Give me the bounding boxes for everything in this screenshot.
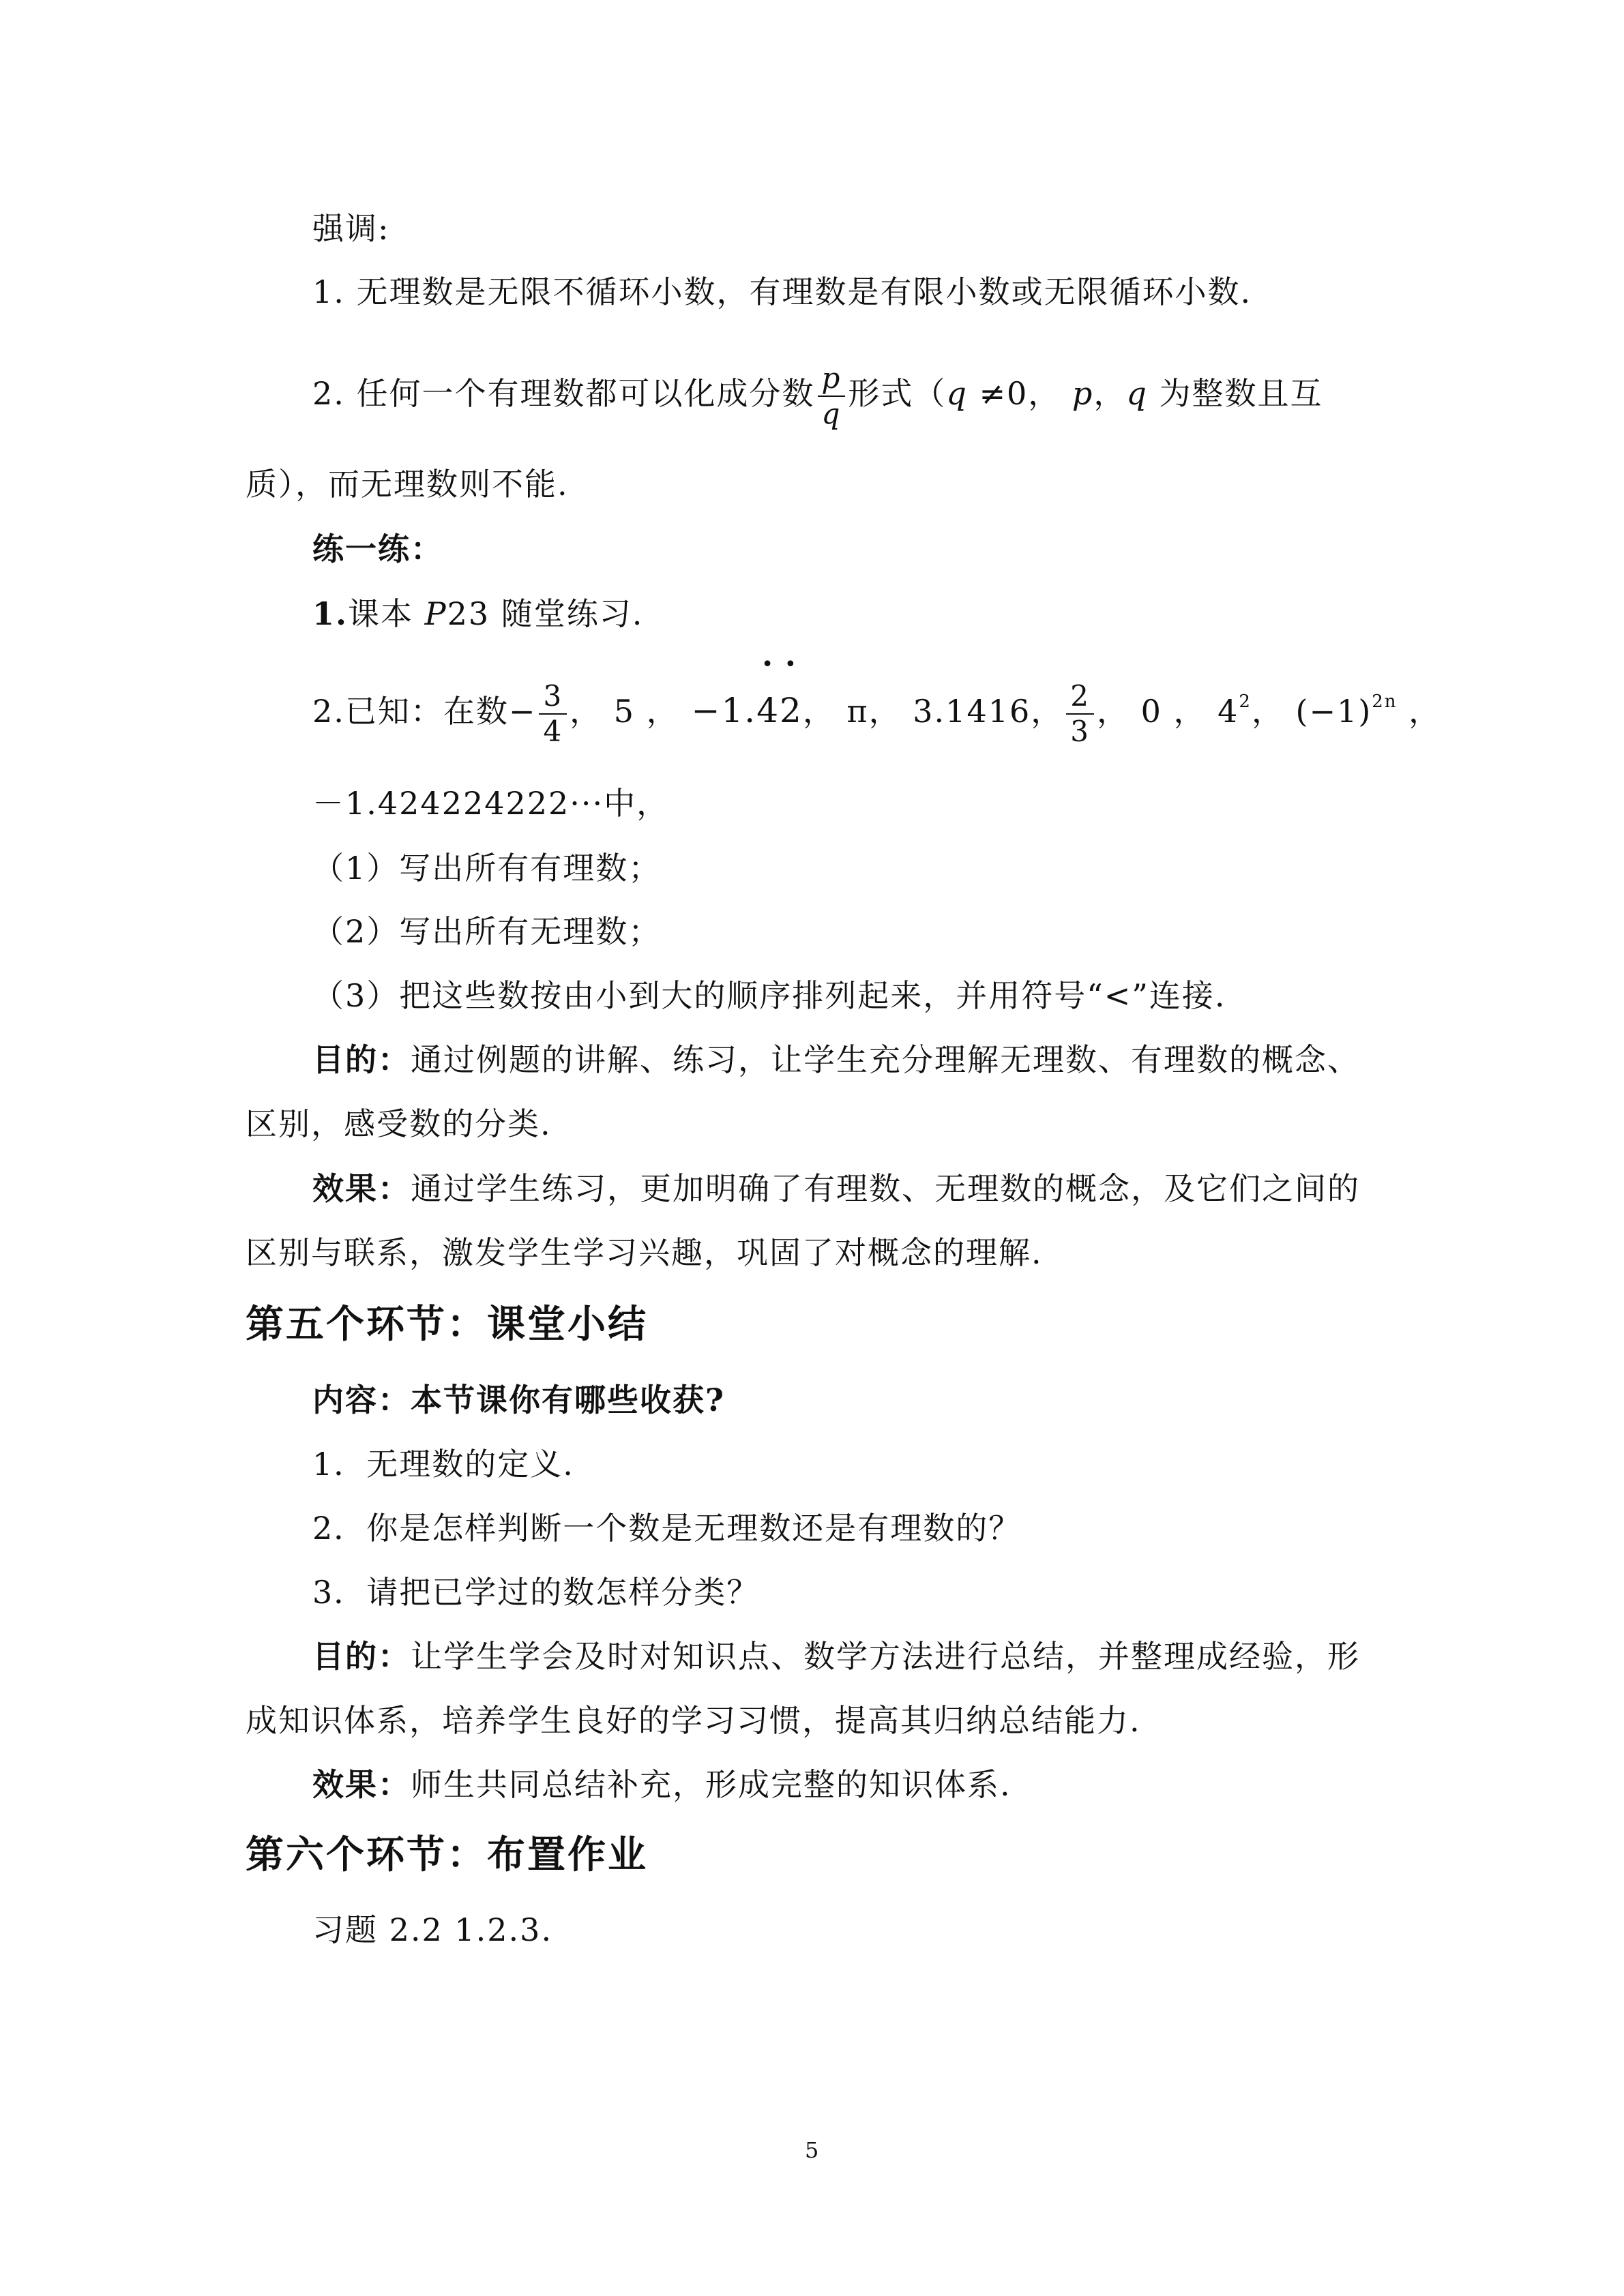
emphasis-item-2: 2. 任何一个有理数都可以化成分数 $\frac{p}{q}$ 形式（q ≠0， p，q 为整数且互	[312, 361, 1323, 430]
fraction-3-over-4: $\frac{3}{4}$	[539, 679, 567, 749]
section-6-homework: 习题 2.2 1.2.3.	[312, 1911, 553, 1948]
practice-question-2: 2.已知：在数− $\frac{3}{4}$ ， 5 ， −1. • 4 • 2， π， 3.1416， $\frac{2}{3}$ ， 0 ， $4^2$， $(-1)^{2n}$ ，	[312, 670, 1441, 752]
emphasis-title: 强调:	[312, 210, 390, 247]
emphasis-item-1: 1. 无理数是无限不循环小数，有理数是有限小数或无限循环小数.	[312, 273, 1252, 310]
emphasis-item-2-cont: 质），而无理数则不能.	[246, 466, 569, 503]
fraction-p-over-q: $\frac{p}{q}$	[818, 361, 846, 431]
section-5-item-3: 3．请把已学过的数怎样分类？	[312, 1574, 760, 1611]
practice-sub-2: （2）写出所有无理数；	[312, 913, 662, 950]
page-number: 5	[805, 2137, 819, 2163]
section-5-heading: 第五个环节：课堂小结	[246, 1302, 648, 1347]
section-5-item-2: 2．你是怎样判断一个数是无理数还是有理数的？	[312, 1510, 1022, 1547]
practice-question-1: 1.课本 P23 随堂练习.	[312, 595, 644, 632]
section-5-content: 内容：本节课你有哪些收获?	[312, 1382, 725, 1418]
purpose-1: 目的：通过例题的讲解、练习，让学生充分理解无理数、有理数的概念、	[312, 1041, 1360, 1078]
section-5-effect: 效果：师生共同总结补充，形成完整的知识体系.	[312, 1766, 1012, 1803]
section-6-heading: 第六个环节：布置作业	[246, 1832, 648, 1877]
fraction-2-over-3: $\frac{2}{3}$	[1066, 679, 1094, 749]
practice-sub-1: （1）写出所有有理数；	[312, 850, 662, 886]
section-5-purpose: 目的：让学生学会及时对知识点、数学方法进行总结，并整理成经验，形	[312, 1638, 1360, 1675]
practice-heading: 练一练：	[312, 531, 443, 567]
repeating-digit-2: • 2	[780, 653, 803, 730]
purpose-1-cont: 区别，感受数的分类.	[246, 1105, 552, 1142]
practice-question-2-cont: －1.424224222···中，	[312, 785, 670, 822]
section-5-item-1: 1．无理数的定义.	[312, 1446, 574, 1482]
section-5-purpose-cont: 成知识体系，培养学生良好的学习习惯，提高其归纳总结能力.	[246, 1702, 1141, 1739]
effect-1: 效果：通过学生练习，更加明确了有理数、无理数的概念，及它们之间的	[312, 1170, 1360, 1207]
practice-sub-3: （3）把这些数按由小到大的顺序排列起来，并用符号“<”连接.	[312, 977, 1226, 1014]
repeating-digit-4: • 4	[756, 653, 780, 730]
effect-1-cont: 区别与联系，激发学生学习兴趣，巩固了对概念的理解.	[246, 1234, 1043, 1271]
